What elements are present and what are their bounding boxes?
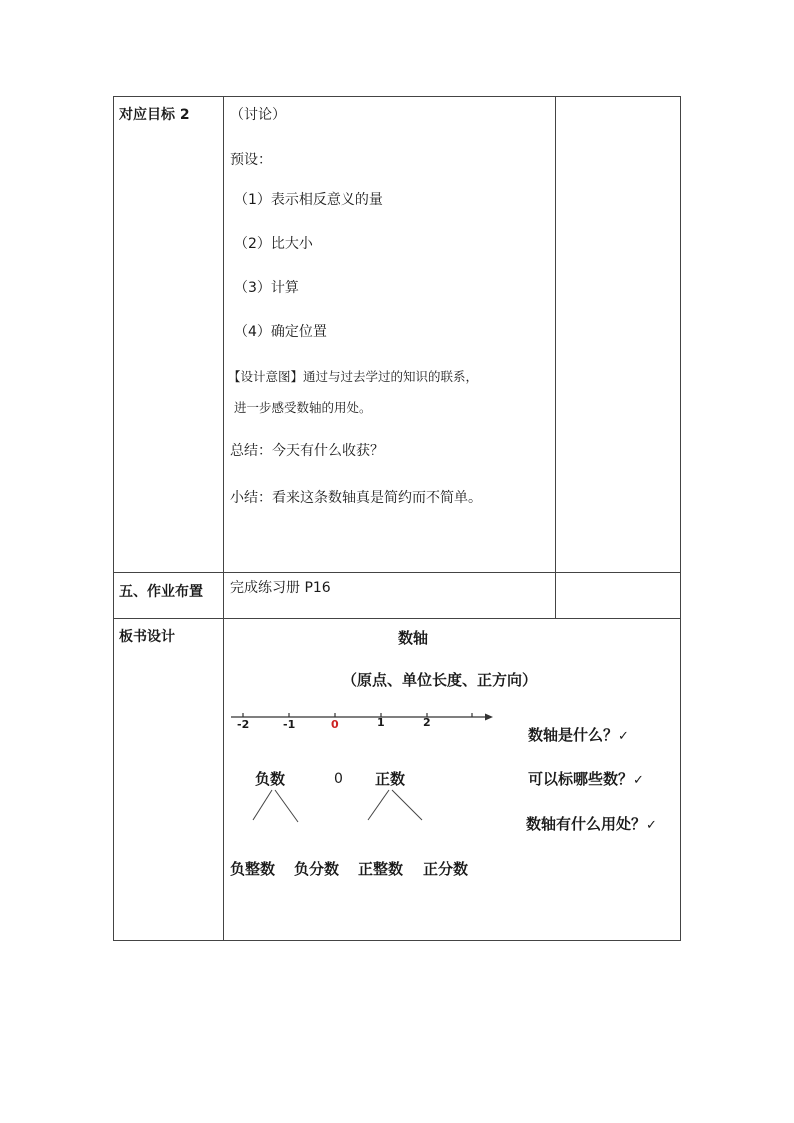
category-negative-integer: 负整数 bbox=[230, 860, 276, 878]
positive-number-label: 正数 bbox=[375, 770, 406, 788]
question-text: 数轴是什么？ bbox=[528, 726, 619, 744]
preset-item-1: （1）表示相反意义的量 bbox=[234, 192, 383, 208]
branch-positive-right bbox=[392, 790, 422, 820]
category-positive-integer: 正整数 bbox=[358, 860, 404, 878]
number-line-arrow bbox=[485, 714, 493, 721]
conclusion-text: 小结：看来这条数轴真是简约而不简单。 bbox=[230, 490, 482, 506]
check-icon: ✓ bbox=[633, 773, 644, 788]
check-icon: ✓ bbox=[646, 818, 657, 833]
tick-label-zero: 0 bbox=[331, 718, 339, 731]
homework-text: 完成练习册 P16 bbox=[230, 580, 331, 596]
category-positive-fraction: 正分数 bbox=[423, 860, 469, 878]
board-title: 数轴 bbox=[398, 629, 429, 647]
zero-label: 0 bbox=[334, 771, 343, 787]
branch-negative-left bbox=[253, 790, 272, 820]
negative-number-label: 负数 bbox=[255, 770, 286, 788]
design-intent-line-2: 进一步感受数轴的用处。 bbox=[234, 400, 372, 415]
design-intent-line-1: 【设计意图】通过与过去学过的知识的联系， bbox=[228, 369, 479, 384]
discussion-text: （讨论） bbox=[230, 107, 286, 123]
category-negative-fraction: 负分数 bbox=[294, 860, 340, 878]
row-label-homework: 五、作业布置 bbox=[119, 584, 203, 600]
preset-item-4: （4）确定位置 bbox=[234, 324, 327, 340]
question-what-use bbox=[526, 813, 657, 834]
preset-item-3: （3）计算 bbox=[234, 280, 299, 296]
question-what-is-axis bbox=[528, 724, 629, 745]
branch-positive-left bbox=[368, 790, 389, 820]
tick-label-2: 2 bbox=[423, 716, 431, 729]
row-label-target-2: 对应目标 2 bbox=[119, 107, 190, 123]
tick-label-minus-2: -2 bbox=[237, 718, 250, 731]
question-which-numbers bbox=[528, 768, 644, 789]
tick-label-minus-1: -1 bbox=[283, 718, 296, 731]
tick-label-1: 1 bbox=[377, 716, 385, 729]
question-text: 数轴有什么用处？ bbox=[526, 815, 647, 833]
question-text: 可以标哪些数？ bbox=[528, 770, 634, 788]
check-icon: ✓ bbox=[618, 729, 629, 744]
preset-item-2: （2）比大小 bbox=[234, 236, 313, 252]
summary-text: 总结：今天有什么收获？ bbox=[230, 443, 384, 459]
board-subtitle: （原点、单位长度、正方向） bbox=[342, 671, 538, 689]
row-label-board-design: 板书设计 bbox=[119, 629, 175, 645]
branch-negative-right bbox=[275, 790, 298, 822]
preset-text: 预设： bbox=[230, 152, 272, 168]
